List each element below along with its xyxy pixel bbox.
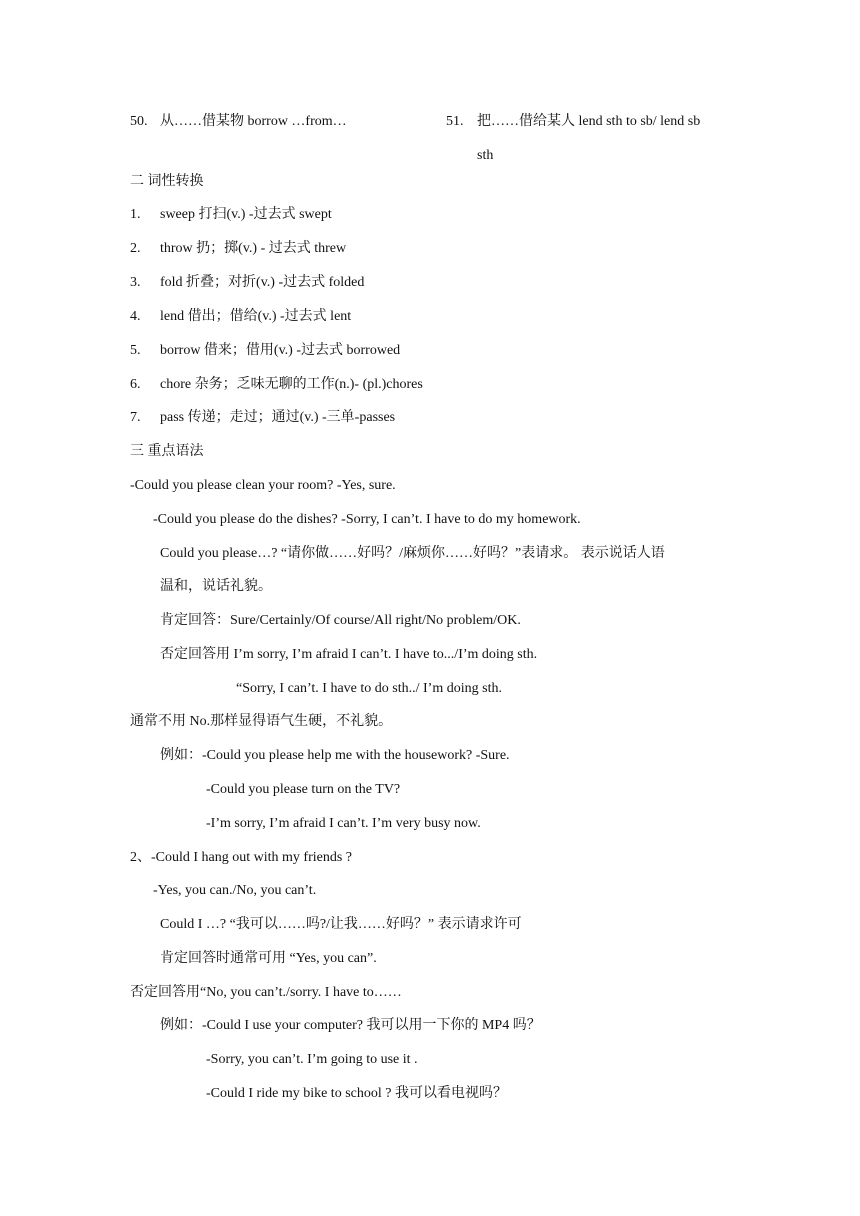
grammar-note: “Sorry, I can’t. I have to do sth../ I’m doing sth. (236, 681, 502, 696)
word-form-item: sweep 打扫(v.) -过去式 swept (160, 207, 332, 222)
example-line: -Could I ride my bike to school ? 我可以看电视吗？ (206, 1086, 507, 1101)
example-dialogue: -Could you please clean your room? -Yes, sure. (130, 478, 396, 493)
word-form-item: chore 杂务；乏味无聊的工作(n.)- (pl.)chores (160, 377, 423, 392)
example-dialogue: -Yes, you can./No, you can’t. (153, 883, 317, 898)
example-dialogue: 2、-Could I hang out with my friends ? (130, 850, 353, 865)
vocab-item-continuation: sth (477, 148, 494, 163)
word-form-item: borrow 借来；借用(v.) -过去式 borrowed (160, 343, 401, 358)
item-number: 3. (130, 275, 141, 290)
example-dialogue: -Could you please do the dishes? -Sorry, I can’t. I have to do my homework. (153, 512, 581, 527)
example-line: 例如：-Could I use your computer? 我可以用一下你的 MP4 吗？ (160, 1018, 541, 1033)
grammar-note: 肯定回答：Sure/Certainly/Of course/All right/No problem/OK. (160, 613, 521, 628)
grammar-note: 温和，说话礼貌。 (160, 579, 272, 594)
item-number: 6. (130, 377, 141, 392)
grammar-note: Could I …? “我可以……吗?/让我……好吗？” 表示请求许可 (160, 917, 522, 932)
item-number: 50. (130, 114, 148, 129)
item-number: 5. (130, 343, 141, 358)
item-number: 4. (130, 309, 141, 324)
word-form-item: fold 折叠；对折(v.) -过去式 folded (160, 275, 365, 290)
section-heading: 三 重点语法 (130, 444, 204, 459)
word-form-item: lend 借出；借给(v.) -过去式 lent (160, 309, 352, 324)
section-heading: 二 词性转换 (130, 174, 204, 189)
item-number: 51. (446, 114, 464, 129)
item-number: 2. (130, 241, 141, 256)
word-form-item: pass 传递；走过；通过(v.) -三单-passes (160, 410, 396, 425)
vocab-item: 把……借给某人 lend sth to sb/ lend sb (477, 114, 701, 129)
example-line: -I’m sorry, I’m afraid I can’t. I’m very busy now. (206, 816, 481, 831)
item-number: 1. (130, 207, 141, 222)
grammar-note: 否定回答用“No, you can’t./sorry. I have to…… (130, 985, 402, 1000)
grammar-note: Could you please…? “请你做……好吗？/麻烦你……好吗？”表请求。 表示说话人语 (160, 546, 665, 561)
example-line: -Sorry, you can’t. I’m going to use it . (206, 1052, 418, 1067)
example-line: 例如：-Could you please help me with the housework? -Sure. (160, 748, 510, 763)
example-line: -Could you please turn on the TV? (206, 782, 401, 797)
grammar-note: 通常不用 No.那样显得语气生硬，不礼貌。 (130, 714, 393, 729)
vocab-item: 从……借某物 borrow …from… (160, 114, 347, 129)
grammar-note: 否定回答用 I’m sorry, I’m afraid I can’t. I have to.../I’m doing sth. (160, 647, 538, 662)
item-number: 7. (130, 410, 141, 425)
word-form-item: throw 扔；掷(v.) - 过去式 threw (160, 241, 347, 256)
grammar-note: 肯定回答时通常可用 “Yes, you can”. (160, 951, 377, 966)
